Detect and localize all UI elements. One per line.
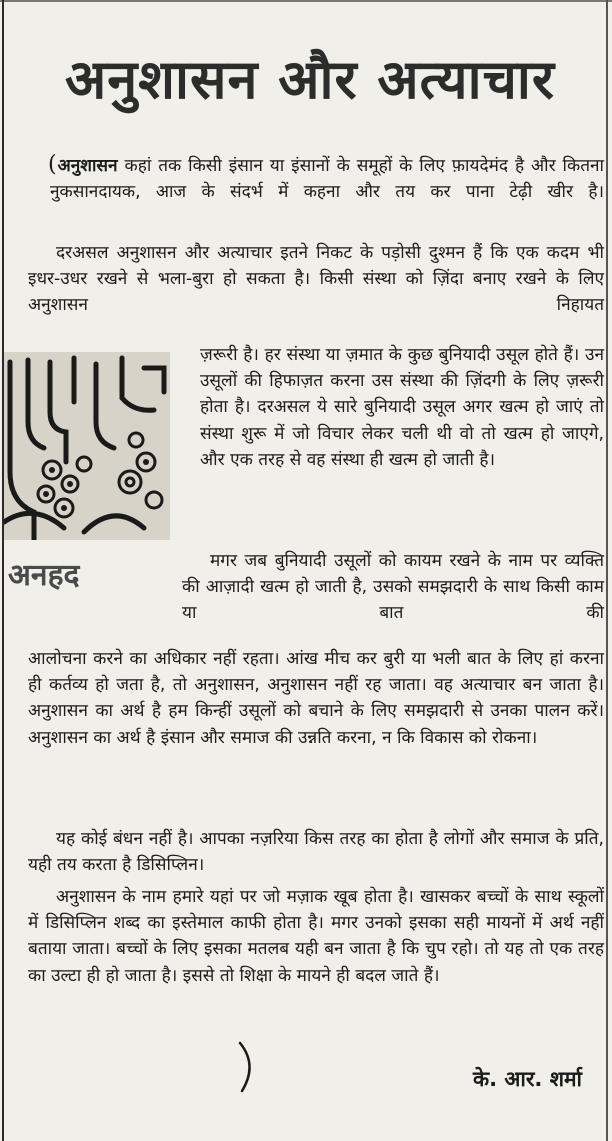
paragraph-4-text: यह कोई बंधन नहीं है। आपका नज़रिया किस तरह का होता है लोगों और समाज के प्रति, यही तय करता है डिसिप्लिन।: [28, 829, 604, 876]
article-title: अनुशासन और अत्याचार: [65, 47, 555, 111]
author-byline: के. आर. शर्मा: [472, 1067, 582, 1091]
opening-text: कहां तक किसी इंसान या इंसानों के समूहों के लिए फ़ायदेमंद है और कितना नुकसानदायक, आज के संदर्भ में कहना और तय कर पाना टेढ़ी खीर है।: [50, 156, 604, 203]
opening-paragraph: [50, 152, 604, 232]
paragraph-3-full: आलोचना करने का अधिकार नहीं रहता। आंख मीच कर बुरी या भली बात के लिए हां करना ही कर्तव्य हो जता है, तो अनुशासन, अनुशासन नहीं रह जाता। वह अत्याचार बन जाता है। अनुशासन का अर्थ है हम किन्हीं उसूलों को बचाने के लिए समझदारी से उनका पालन करें। अनुशासन का अर्थ है इंसान और समाज की उन्नति करना, न कि विकास को रोकना।: [28, 649, 604, 748]
paragraph-3-beside-column-name: [182, 548, 604, 644]
page-edge-top: [0, 0, 612, 2]
closing-bracket-mark: [232, 1039, 262, 1095]
decorative-artwork: [4, 352, 170, 540]
opening-bracket: (: [48, 152, 57, 177]
paragraph-4: [28, 826, 604, 878]
page-edge-left: [2, 0, 4, 1141]
paragraph-5: [28, 884, 604, 1044]
paragraph-2-full: [28, 240, 604, 320]
page-edge-right: [606, 0, 608, 1141]
paragraph-3-beside-text: मगर जब बुनियादी उसूलों को कायम रखने के नाम पर व्यक्ति की आज़ादी खत्म हो जाती है, उसको समझदारी के साथ किसी काम या बात की: [182, 551, 604, 624]
column-name: अनहद: [8, 558, 80, 593]
paragraph-2-beside-art: ज़रूरी है। हर संस्था या ज़मात के कुछ बुनियादी उसूल होते हैं। उन उसूलों की हिफाज़त करना उस संस्था की ज़िंदगी के लिए ज़रूरी होता है। दरअसल ये सारे बुनियादी उसूल अगर खत्म हो जाएं तो संस्था शुरू में जो विचार लेकर चली थी वो तो खत्म हो जाएगे, और एक तरह से वह संस्था ही खत्म हो जाती है।: [200, 345, 604, 470]
lead-word: अनुशासन: [57, 156, 118, 176]
paragraph-2-full-text: दरअसल अनुशासन और अत्याचार इतने निकट के पड़ोसी दुश्मन हैं कि एक कदम भी इधर-उधर रखने से भला-बुरा हो सकता है। किसी संस्था को ज़िंदा बनाए रखने के लिए अनुशासन निहायत: [28, 243, 604, 316]
paragraph-5-text: अनुशासन के नाम हमारे यहां पर जो मज़ाक खूब होता है। खासकर बच्चों के साथ स्कूलों में डिसिप्लिन शब्द का इस्तेमाल काफी होता है। मगर उनको इसका सही मायनों में अर्थ नहीं बताया जाता। बच्चों के लिए इसका मतलब यही बन जाता है कि चुप रहो। तो यह तो एक तरह का उल्टा ही हो जाता है। इससे तो शिक्षा के मायने ही बदल जाते हैं।: [28, 887, 604, 986]
